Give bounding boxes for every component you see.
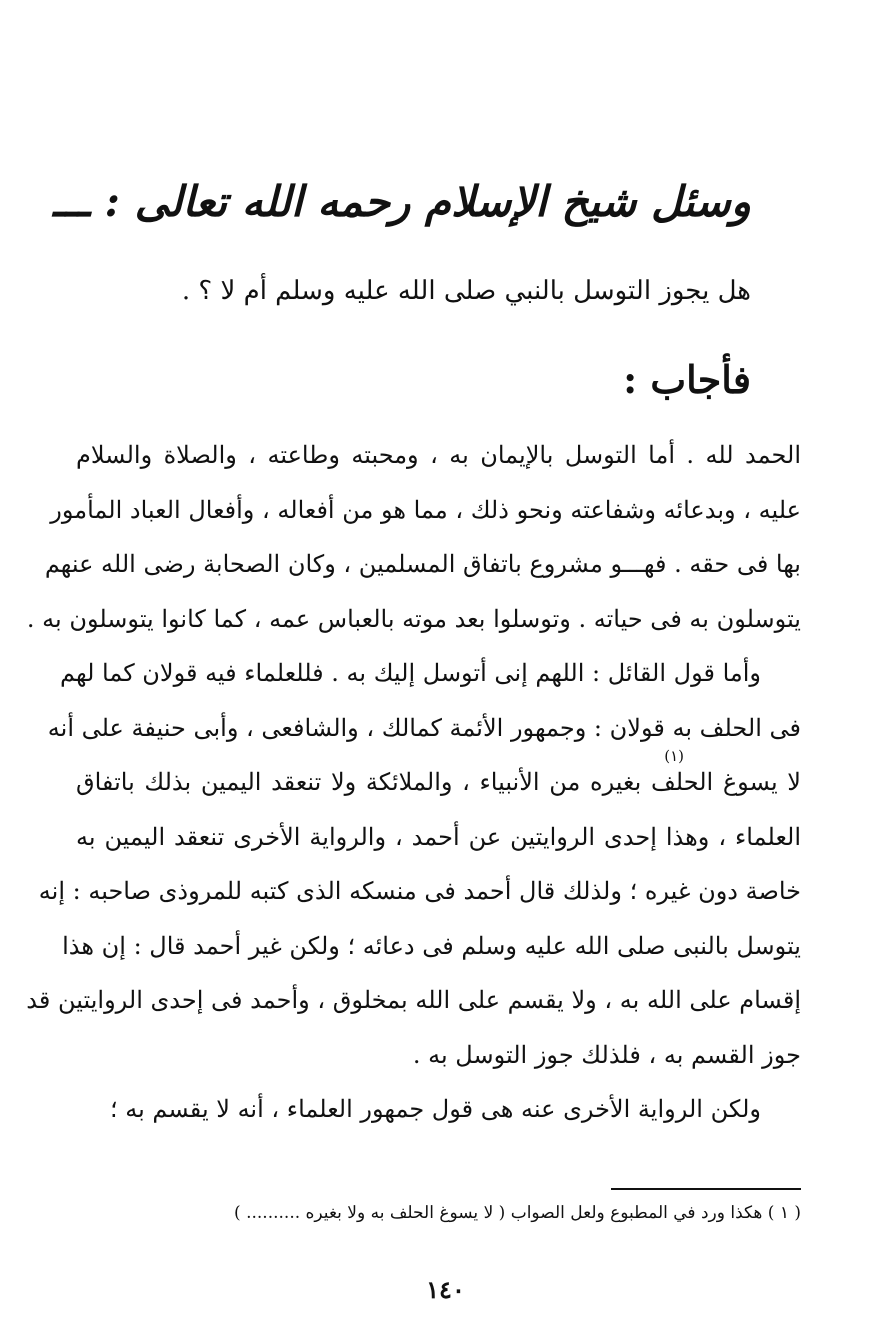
page-number: ١٤٠ xyxy=(426,1275,465,1304)
answer-label: فأجاب : xyxy=(623,357,751,402)
body-line: ولكن الرواية الأخرى عنه هى قول جمهور العلماء ، أنه لا يقسم به ؛ xyxy=(109,1095,761,1123)
body-line: خاصة دون غيره ؛ ولذلك قال أحمد فى منسكه الذى كتبه للمروذى صاحبه : إنه xyxy=(38,877,801,905)
body-line: إقسام على الله به ، ولا يقسم على الله بمخلوق ، وأحمد فى إحدى الروايتين قد xyxy=(26,986,801,1014)
body-line: يتوسل بالنبى صلى الله عليه وسلم فى دعائه ؛ ولكن غير أحمد قال : إن هذا xyxy=(62,931,801,960)
body-line: يتوسلون به فى حياته . وتوسلوا بعد موته بالعباس عمه ، كما كانوا يتوسلون به . xyxy=(26,604,801,633)
footnote-text: ( ١ ) هكذا ورد في المطبوع ولعل الصواب ( لا يسوغ الحلف به ولا بغيره .......... ) xyxy=(234,1203,801,1223)
footnote-divider xyxy=(611,1188,801,1190)
answer-body xyxy=(26,428,801,1137)
footnote-reference-marker: (١) xyxy=(664,747,684,765)
section-heading: وسئل شيخ الإسلام رحمه الله تعالى : ـــ xyxy=(52,177,751,226)
body-line: فى الحلف به قولان : وجمهور الأئمة كمالك ، والشافعى ، وأبى حنيفة على أنه xyxy=(47,713,801,742)
body-line: لا يسوغ الحلف بغيره من الأنبياء ، والملائكة ولا تنعقد اليمين بذلك باتفاق xyxy=(76,768,801,796)
body-line: العلماء ، وهذا إحدى الروايتين عن أحمد ، والرواية الأخرى تنعقد اليمين به xyxy=(76,822,801,851)
body-line: جوز القسم به ، فلذلك جوز التوسل به . xyxy=(412,1040,801,1069)
question-text: هل يجوز التوسل بالنبي صلى الله عليه وسلم أم لا ؟ . xyxy=(181,276,751,306)
body-line: بها فى حقه . فهـــو مشروع باتفاق المسلمين ، وكان الصحابة رضى الله عنهم xyxy=(44,550,801,578)
body-line: وأما قول القائل : اللهم إنى أتوسل إليك به . فللعلماء فيه قولان كما لهم xyxy=(60,659,761,687)
body-line: الحمد لله . أما التوسل بالإيمان به ، ومحبته وطاعته ، والصلاة والسلام xyxy=(76,441,801,469)
body-line: عليه ، وبدعائه وشفاعته ونحو ذلك ، مما هو من أفعاله ، وأفعال العباد المأمور xyxy=(50,495,801,524)
